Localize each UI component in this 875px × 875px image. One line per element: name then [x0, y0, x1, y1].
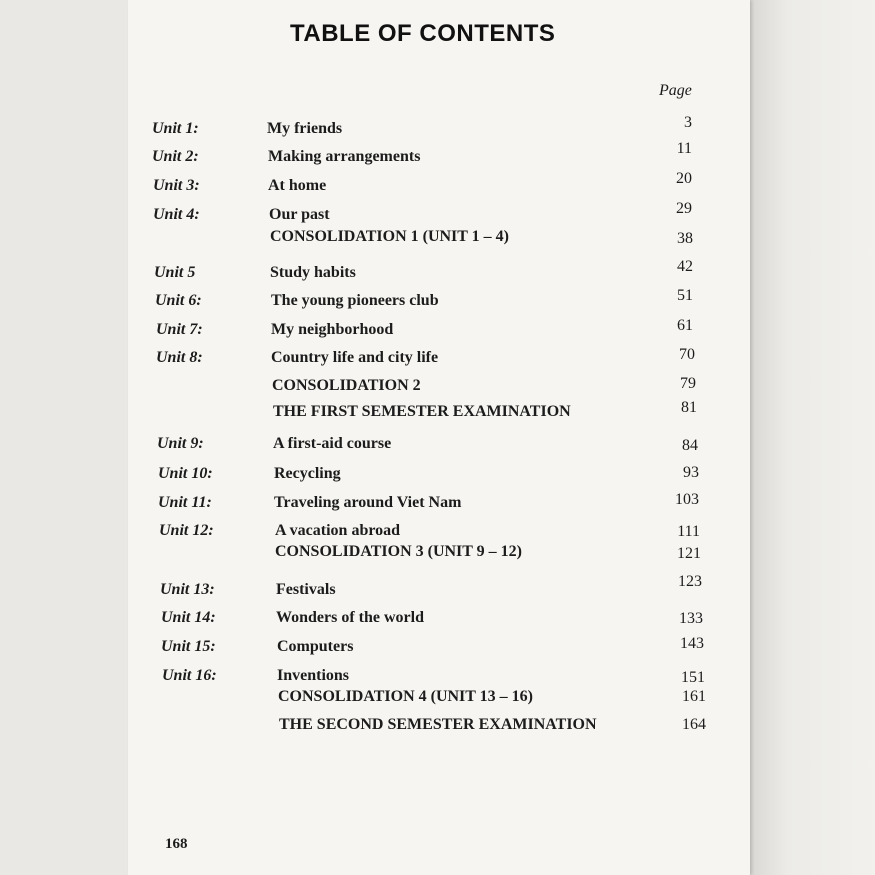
toc-unit-label: Unit 3:	[153, 177, 200, 194]
toc-page-number: 111	[677, 523, 700, 540]
toc-page-number: 51	[677, 287, 693, 304]
toc-unit-label: Unit 11:	[158, 494, 212, 511]
toc-topic-title: Computers	[277, 638, 354, 655]
toc-page-number: 79	[680, 375, 696, 392]
toc-entry	[0, 667, 875, 689]
toc-unit-label: Unit 5	[154, 264, 196, 281]
toc-unit-label: Unit 6:	[155, 292, 202, 309]
toc-page-number: 103	[675, 491, 699, 508]
toc-page-number: 133	[679, 610, 703, 627]
toc-page-number: 123	[678, 573, 702, 590]
toc-entry	[0, 228, 875, 250]
toc-entry	[0, 465, 875, 487]
toc-topic-title: CONSOLIDATION 2	[272, 377, 421, 394]
toc-topic-title: The young pioneers club	[271, 292, 439, 309]
toc-unit-label: Unit 7:	[156, 321, 203, 338]
toc-entry	[0, 522, 875, 544]
toc-unit-label: Unit 1:	[152, 120, 199, 137]
toc-unit-label: Unit 12:	[159, 522, 214, 539]
toc-entry	[0, 200, 875, 228]
toc-topic-title: CONSOLIDATION 3 (UNIT 9 – 12)	[275, 543, 522, 560]
toc-unit-label: Unit 10:	[158, 465, 213, 482]
toc-entry	[0, 688, 875, 710]
toc-topic-title: CONSOLIDATION 4 (UNIT 13 – 16)	[278, 688, 533, 705]
toc-page-number: 70	[679, 346, 695, 363]
toc-topic-title: Recycling	[274, 465, 341, 482]
toc-unit-label: Unit 9:	[157, 435, 204, 452]
toc-topic-title: My friends	[267, 120, 343, 137]
toc-entry	[0, 287, 875, 314]
toc-entry	[0, 635, 875, 660]
toc-page-number: 143	[680, 635, 704, 652]
toc-page-number: 29	[676, 200, 692, 217]
toc-topic-title: Festivals	[276, 581, 336, 598]
toc-entry	[0, 170, 875, 199]
toc-page-number: 61	[677, 317, 693, 334]
toc-page-number: 81	[681, 399, 697, 416]
toc-entry	[0, 140, 875, 170]
toc-topic-title: A first-aid course	[273, 435, 392, 452]
toc-topic-title: A vacation abroad	[275, 522, 401, 539]
toc-unit-label: Unit 13:	[160, 581, 215, 598]
page-number-folio: 168	[165, 836, 188, 852]
toc-page-number: 93	[683, 464, 699, 481]
toc-entry	[0, 491, 875, 516]
toc-page-number: 164	[682, 716, 706, 733]
toc-unit-label: Unit 2:	[152, 148, 199, 165]
toc-unit-label: Unit 4:	[153, 206, 200, 223]
toc-topic-title: Making arrangements	[268, 148, 421, 165]
toc-page-number: 3	[684, 114, 692, 131]
toc-topic-title: At home	[268, 177, 327, 194]
toc-entry	[0, 114, 875, 142]
toc-entry	[0, 377, 875, 399]
toc-topic-title: Wonders of the world	[276, 609, 424, 626]
toc-page-number: 20	[676, 170, 692, 187]
toc-entry	[0, 609, 875, 631]
page-column-header: Page	[659, 82, 692, 99]
toc-entry	[0, 399, 875, 425]
toc-entry	[0, 573, 875, 603]
toc-entry	[0, 543, 875, 565]
toc-page-number: 38	[677, 230, 693, 247]
toc-unit-label: Unit 15:	[161, 638, 216, 655]
toc-page-number: 84	[682, 437, 698, 454]
toc-entry	[0, 716, 875, 738]
toc-entry	[0, 346, 875, 371]
toc-unit-label: Unit 14:	[161, 609, 216, 626]
toc-entry	[0, 317, 875, 343]
toc-topic-title: Study habits	[270, 264, 356, 281]
toc-topic-title: My neighborhood	[271, 321, 394, 338]
toc-entry	[0, 258, 875, 286]
toc-page-number: 121	[677, 545, 701, 562]
toc-topic-title: THE FIRST SEMESTER EXAMINATION	[273, 403, 571, 420]
toc-topic-title: CONSOLIDATION 1 (UNIT 1 – 4)	[270, 228, 509, 245]
toc-unit-label: Unit 16:	[162, 667, 217, 684]
toc-topic-title: Traveling around Viet Nam	[274, 494, 462, 511]
toc-page-number: 151	[681, 669, 705, 686]
toc-topic-title: Country life and city life	[271, 349, 439, 366]
toc-page-number: 11	[676, 140, 692, 157]
toc-unit-label: Unit 8:	[156, 349, 203, 366]
toc-entry	[0, 435, 875, 457]
toc-topic-title: Our past	[269, 206, 330, 223]
toc-page-number: 161	[682, 688, 706, 705]
toc-topic-title: Inventions	[277, 667, 350, 684]
page-title: TABLE OF CONTENTS	[290, 20, 556, 47]
toc-page-number: 42	[677, 258, 693, 275]
toc-topic-title: THE SECOND SEMESTER EXAMINATION	[279, 716, 597, 733]
